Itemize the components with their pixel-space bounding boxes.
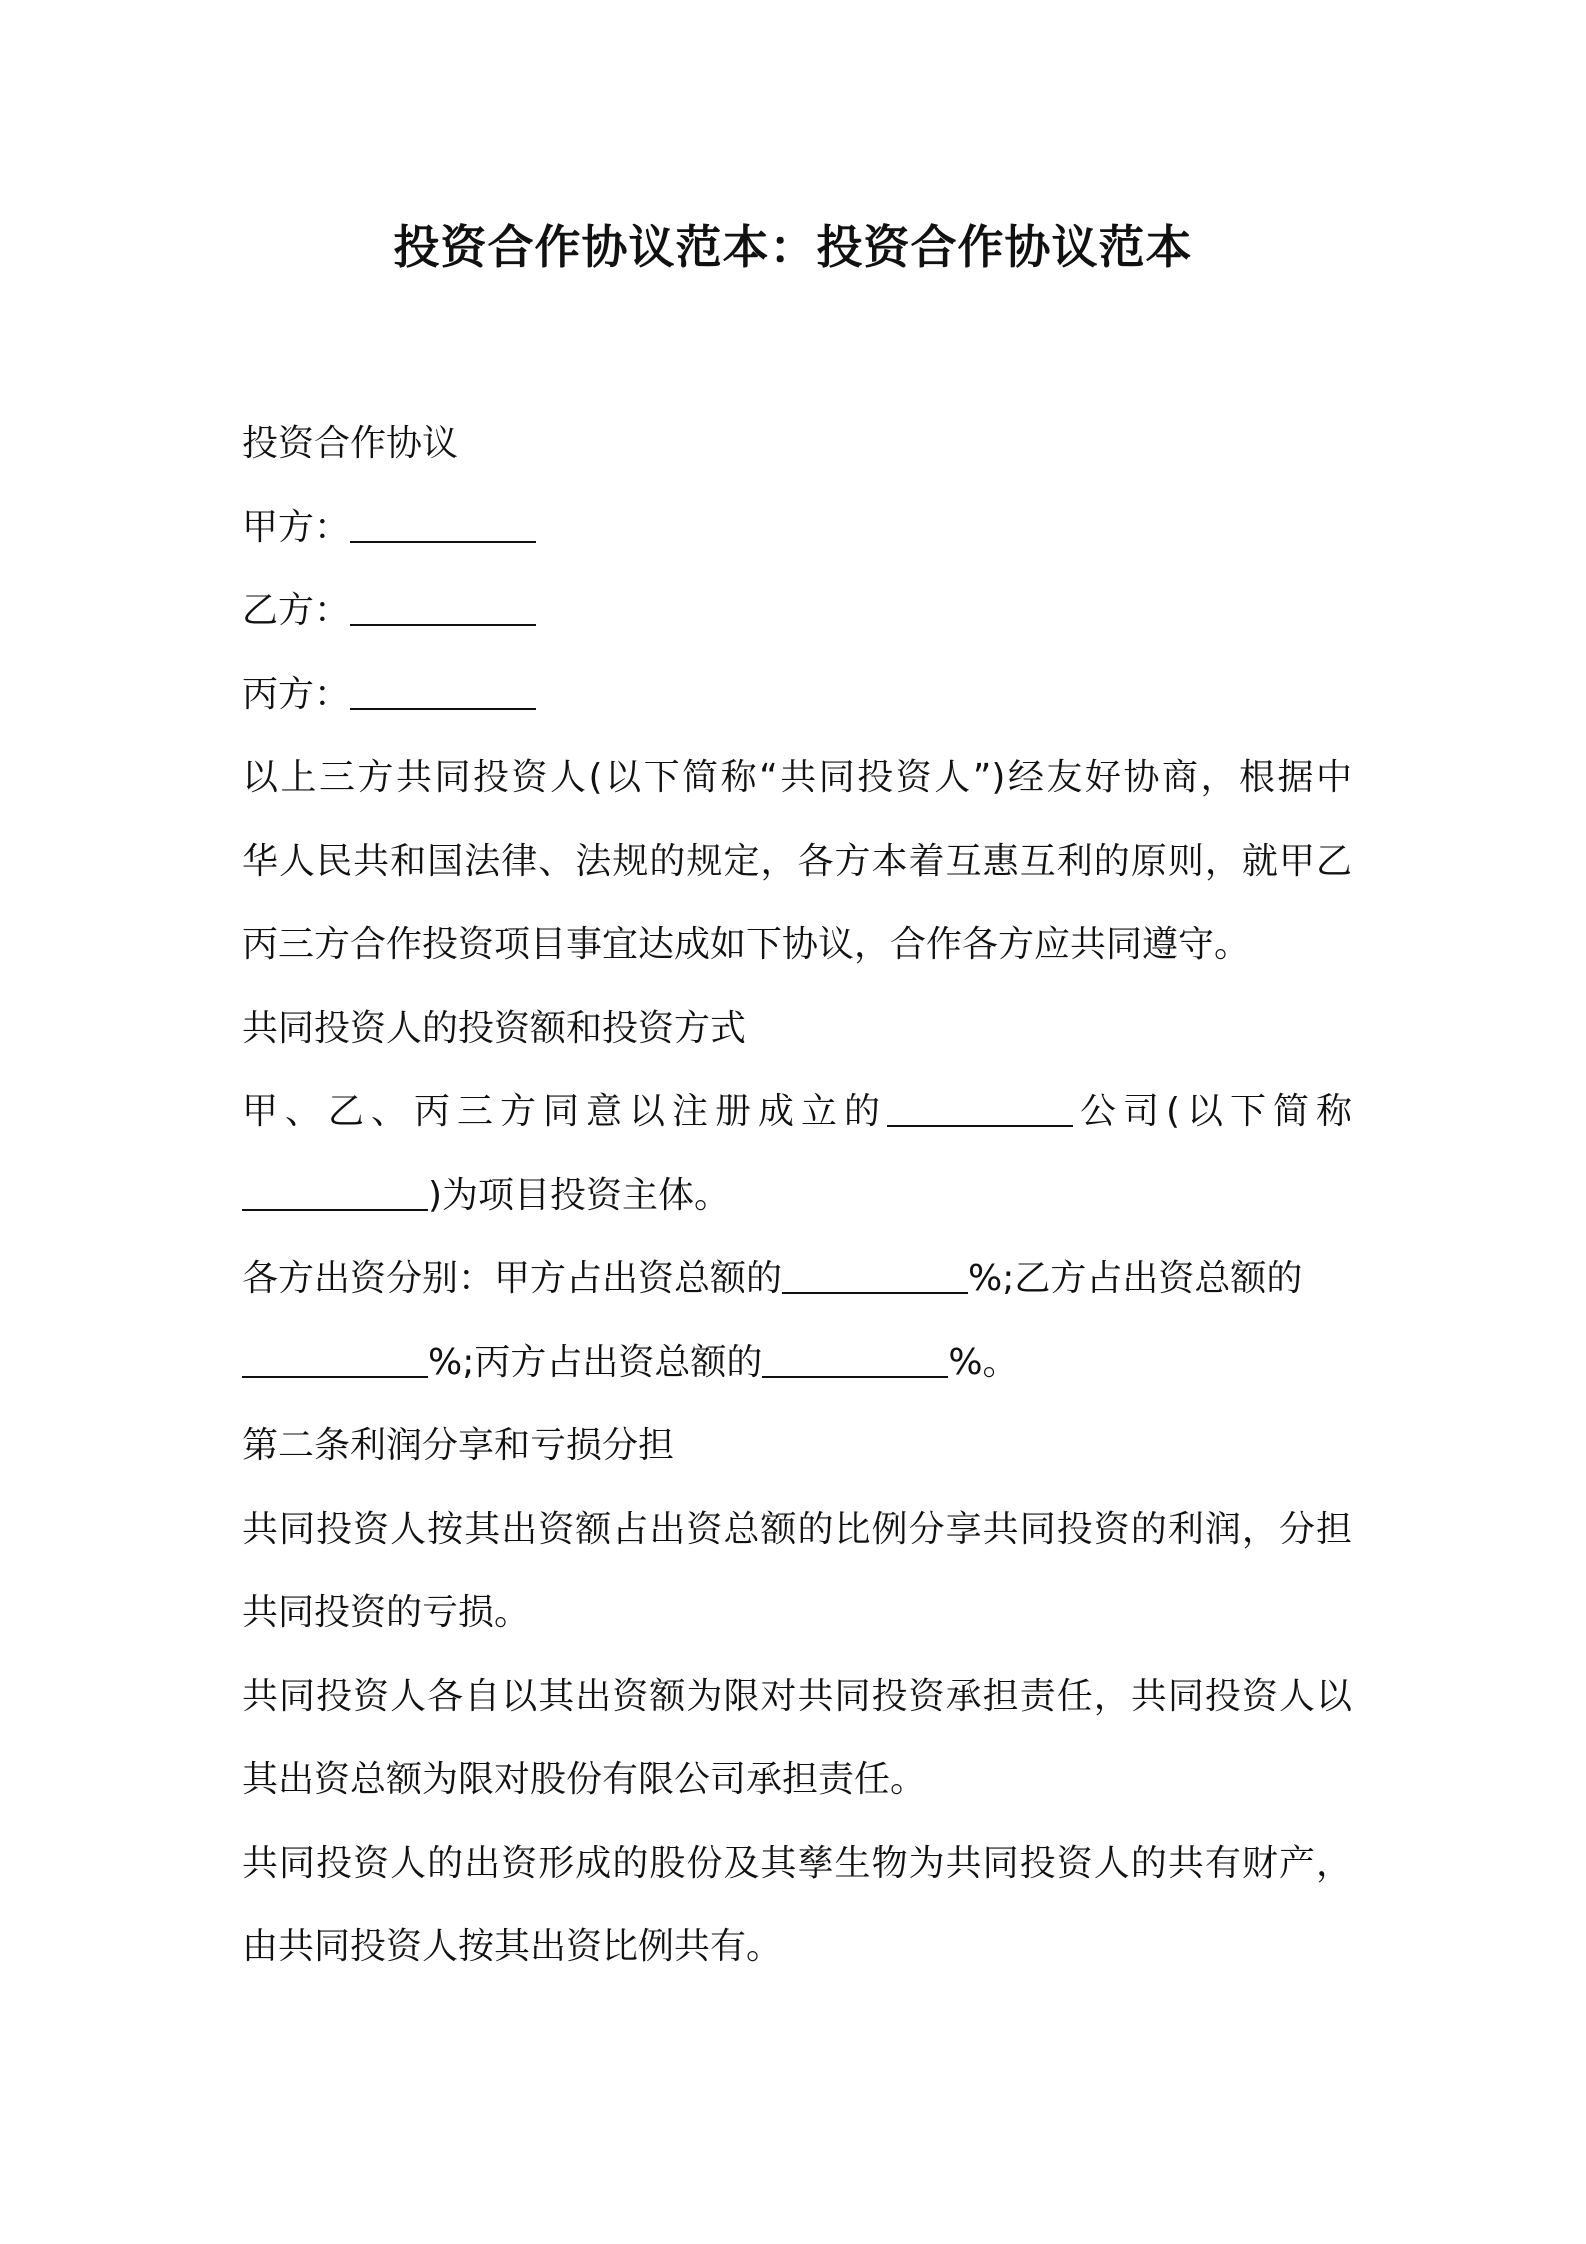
party-c-blank bbox=[350, 678, 536, 710]
section1-line-3 bbox=[242, 1237, 1352, 1321]
section2-para2-line-2: 其出资总额为限对股份有限公司承担责任。 bbox=[242, 1759, 927, 1800]
document-title: 投资合作协议范本：投资合作协议范本 bbox=[393, 220, 1193, 274]
section2-para2-line-1: 共同投资人各自以其出资额为限对共同投资承担责任，共同投资人以 bbox=[242, 1675, 1352, 1717]
section1-line4-mid: %;丙方占出资总额的 bbox=[428, 1341, 763, 1383]
agreement-heading: 投资合作协议 bbox=[242, 423, 459, 464]
party-c-share-blank bbox=[762, 1346, 948, 1378]
party-a-line bbox=[242, 486, 1352, 570]
party-b-share-blank bbox=[242, 1346, 428, 1378]
company-short-name-blank bbox=[242, 1179, 428, 1211]
section2-heading: 第二条利润分享和亏损分担 bbox=[242, 1425, 675, 1466]
section1-line-4 bbox=[242, 1321, 1352, 1405]
section1-line3-post: %;乙方占出资总额的 bbox=[968, 1258, 1303, 1299]
section1-line-1 bbox=[242, 1070, 1352, 1154]
section1-line1-post: 公司(以下简称 bbox=[1072, 1091, 1352, 1132]
party-a-blank bbox=[350, 511, 536, 543]
preamble-line-2: 华人民共和国法律、法规的规定，各方本着互惠互利的原则，就甲乙 bbox=[242, 840, 1352, 882]
party-c-label: 丙方： bbox=[242, 673, 351, 715]
section2-para1-line-1: 共同投资人按其出资额占出资总额的比例分享共同投资的利润，分担 bbox=[242, 1508, 1352, 1550]
section1-line4-post: %。 bbox=[948, 1341, 1019, 1383]
party-c-line bbox=[242, 653, 1352, 737]
section1-line1-pre: 甲、乙、丙三方同意以注册成立的 bbox=[242, 1091, 887, 1132]
section1-line2-post: )为项目投资主体。 bbox=[428, 1174, 731, 1216]
party-a-label: 甲方： bbox=[242, 506, 351, 548]
party-b-label: 乙方： bbox=[242, 590, 351, 631]
company-name-blank bbox=[887, 1095, 1073, 1127]
section1-line-2 bbox=[242, 1154, 1352, 1238]
section2-para3-line-1: 共同投资人的出资形成的股份及其孳生物为共同投资人的共有财产， bbox=[242, 1842, 1352, 1884]
section1-heading: 共同投资人的投资额和投资方式 bbox=[242, 1007, 747, 1049]
party-a-share-blank bbox=[782, 1262, 968, 1294]
section1-line3-pre: 各方出资分别：甲方占出资总额的 bbox=[242, 1258, 783, 1299]
preamble-line-3: 丙三方合作投资项目事宜达成如下协议，合作各方应共同遵守。 bbox=[242, 924, 1251, 965]
document-body bbox=[242, 402, 1352, 1989]
section2-para3-line-2: 由共同投资人按其出资比例共有。 bbox=[242, 1926, 783, 1967]
section2-para1-line-2: 共同投资的亏损。 bbox=[242, 1592, 531, 1633]
party-b-line bbox=[242, 569, 1352, 653]
preamble-line-1: 以上三方共同投资人(以下简称“共同投资人”)经友好协商，根据中 bbox=[242, 757, 1352, 798]
party-b-blank bbox=[350, 594, 536, 626]
